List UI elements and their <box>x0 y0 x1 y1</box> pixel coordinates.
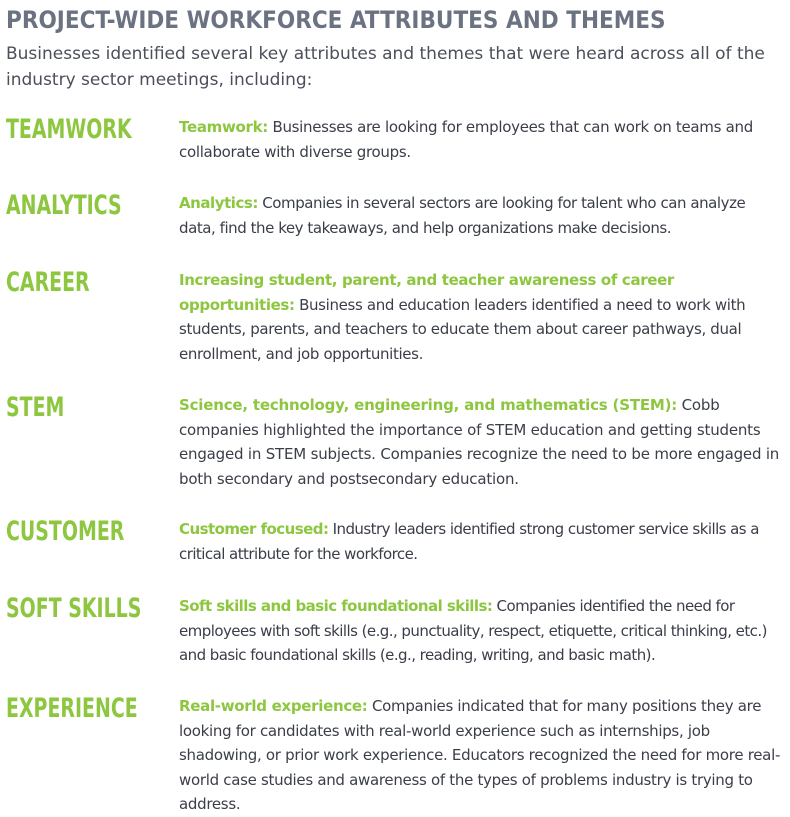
theme-lead: Real-world experience: <box>179 697 368 715</box>
theme-description <box>179 191 783 240</box>
theme-lead: Analytics: <box>179 194 258 212</box>
theme-text: Companies identified the need for employees with soft skills (e.g., punctuality, respect, etiquette, critical thinking, etc.) and basic foundational skills (e.g., reading, writing, and basic math). <box>179 597 767 664</box>
theme-text: Companies indicated that for many positions they are looking for candidates with real-world experience such as internships, job shadowing, or prior work experience. Educators recognized the need for more real-world case studies and awareness of the types of problems industry is trying to address. <box>179 697 781 813</box>
theme-description <box>179 115 783 164</box>
theme-text: Businesses are looking for employees that can work on teams and collaborate with diverse groups. <box>179 118 753 161</box>
theme-lead: Soft skills and basic foundational skills: <box>179 597 493 615</box>
theme-text: Industry leaders identified strong customer service skills as a critical attribute for the workforce. <box>179 520 759 563</box>
theme-keyword: EXPERIENCE <box>6 693 138 724</box>
theme-keyword: CUSTOMER <box>6 516 125 547</box>
theme-description <box>179 393 783 491</box>
theme-keyword: TEAMWORK <box>6 114 132 145</box>
theme-lead: Teamwork: <box>179 118 268 136</box>
theme-keyword: SOFT SKILLS <box>6 593 142 624</box>
theme-keyword: CAREER <box>6 267 90 298</box>
theme-description <box>179 694 783 817</box>
theme-description <box>179 517 783 566</box>
theme-keyword: ANALYTICS <box>6 190 122 221</box>
theme-lead: Customer focused: <box>179 520 329 538</box>
page-title: PROJECT-WIDE WORKFORCE ATTRIBUTES AND THEMES <box>6 6 666 34</box>
theme-text: Business and education leaders identified a need to work with students, parents, and teachers to educate them about career pathways, dual enrollment, and job opportunities. <box>179 295 746 363</box>
theme-text: Cobb companies highlighted the importance of STEM education and getting students engaged in STEM subjects. Companies recognize the need to be more engaged in both secondary and postsecondary education. <box>179 396 780 488</box>
theme-text: Companies in several sectors are looking for talent who can analyze data, find the key takeaways, and help organizations make decisions. <box>179 194 746 237</box>
theme-lead: Science, technology, engineering, and mathematics (STEM): <box>179 396 678 414</box>
theme-description <box>179 594 783 668</box>
intro-paragraph: Businesses identified several key attributes and themes that were heard across all of the industry sector meetings, including: <box>6 44 765 90</box>
theme-lead: Increasing student, parent, and teacher awareness of career opportunities: <box>179 271 674 314</box>
theme-description <box>179 268 783 366</box>
theme-keyword: STEM <box>6 392 65 423</box>
